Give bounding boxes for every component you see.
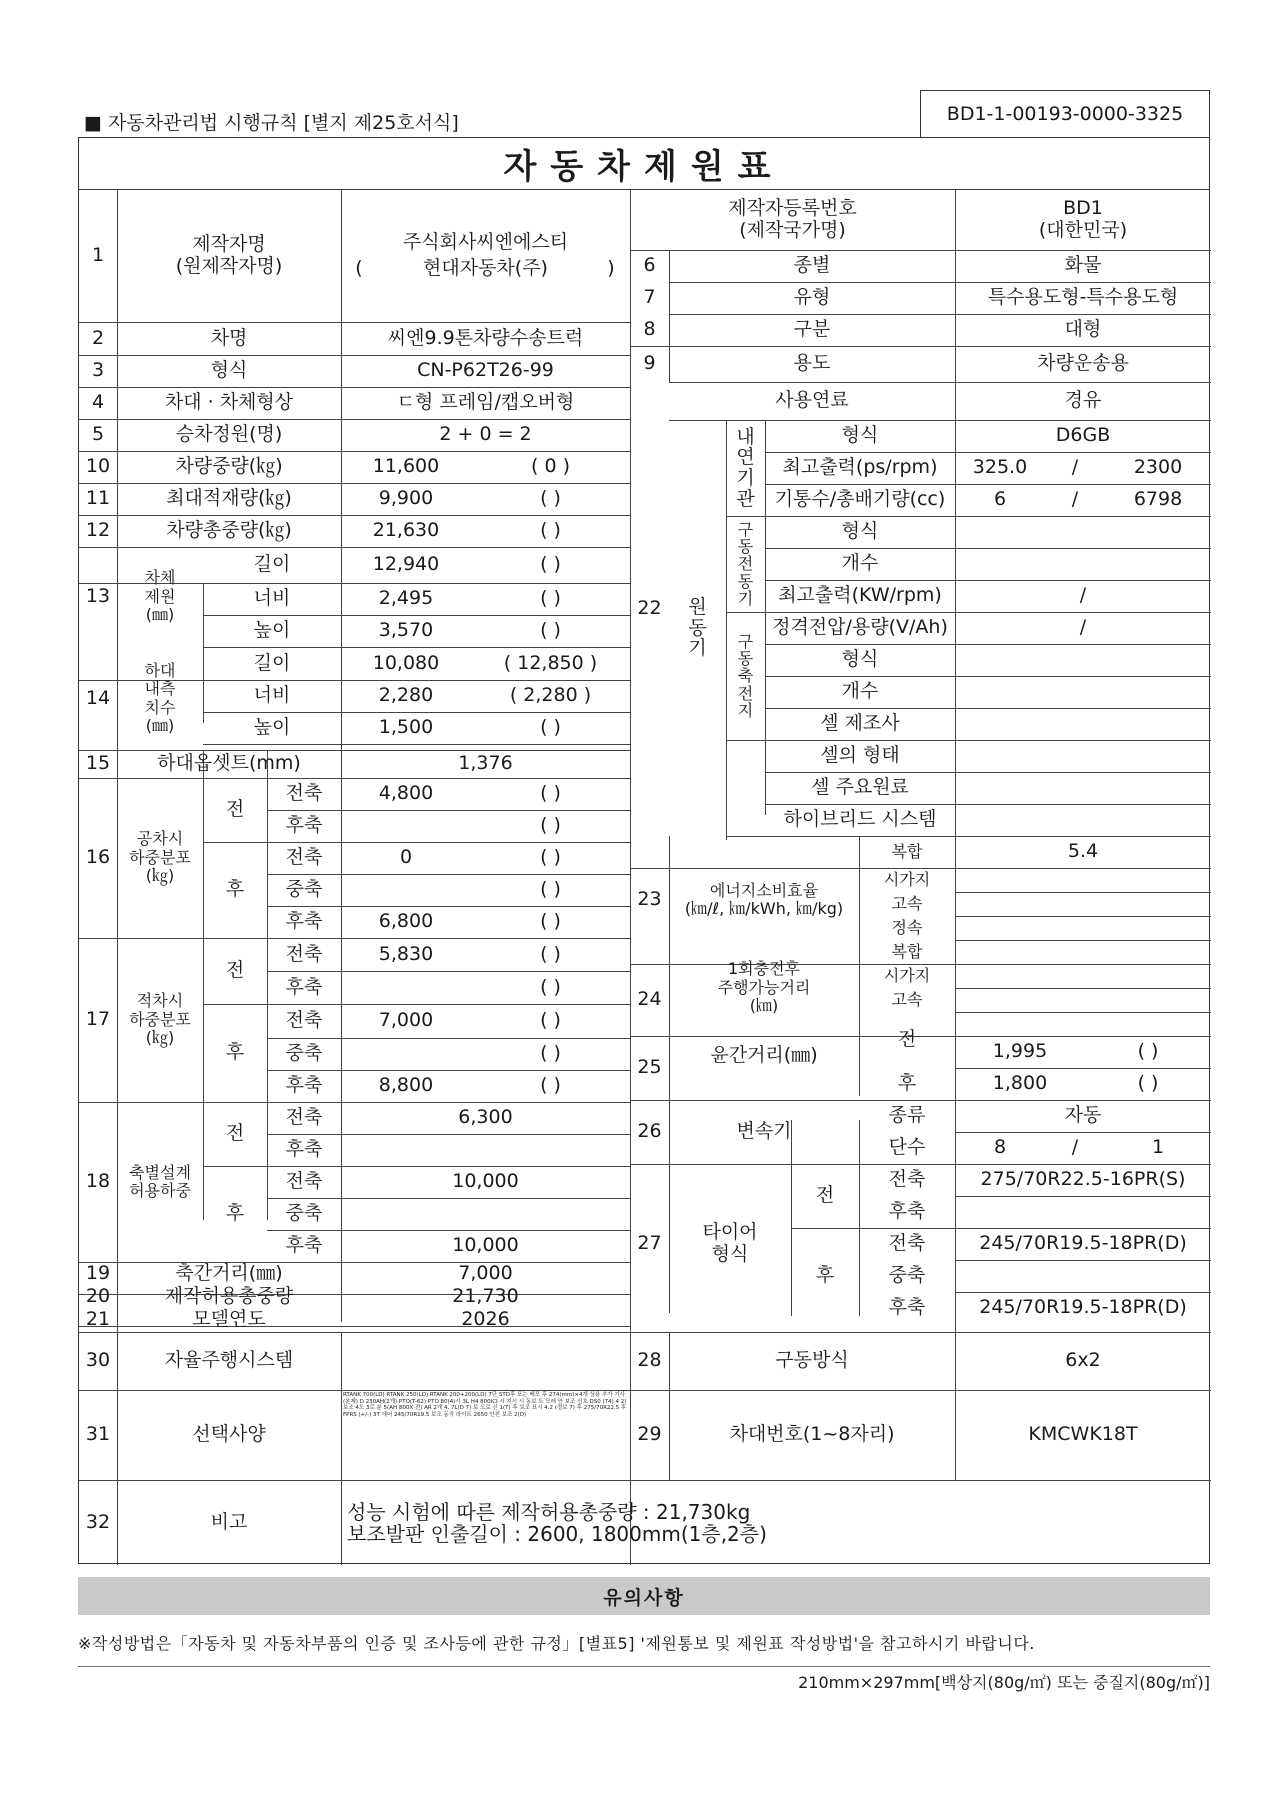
axle-paren: ( ) xyxy=(540,846,561,869)
remarks-value: 성능 시험에 따른 제작허용총중량 : 21,730kg 보조발판 인출길이 : 2600, 1800mm(1층,2층) xyxy=(347,1499,767,1546)
row-no: 25 xyxy=(637,1056,662,1079)
row-no: 13 xyxy=(85,585,111,608)
motor-group-label: 구 동 전 동 기 xyxy=(737,519,754,608)
document-number: BD1-1-00193-0000-3325 xyxy=(920,90,1210,138)
body-height-paren: ( ) xyxy=(540,619,561,642)
paper-spec: 210mm×297mm[백상지(80g/㎡) 또는 중질지(80g/㎡)] xyxy=(798,1673,1210,1692)
battery-type-label: 형식 xyxy=(841,648,879,671)
model-type-label: 형식 xyxy=(210,359,248,382)
tyre-spec xyxy=(955,1196,1211,1228)
eff-value xyxy=(955,892,1211,916)
track-value: 1,995 xyxy=(992,1040,1048,1063)
model-year: 2026 xyxy=(461,1308,510,1331)
eff-sub: 고속 xyxy=(891,893,923,913)
allowed-gross-weight-label: 제작허용총중량 xyxy=(164,1284,294,1307)
axle-paren: ( ) xyxy=(540,975,561,998)
registration-value: BD1 (대한민국) xyxy=(1038,197,1128,241)
row-no: 16 xyxy=(85,846,111,869)
wheelbase-label: 축간거리(㎜) xyxy=(175,1261,283,1284)
axle-value: 4,800 xyxy=(378,782,434,805)
class-label: 구분 xyxy=(793,318,831,341)
axle-value: 10,000 xyxy=(452,1170,519,1193)
writing-note: ※작성방법은「자동차 및 자동차부품의 인증 및 조사등에 관한 규정」[별표5] '제원통보 및 제원표 작성방법'을 참고하시기 바랍니다. xyxy=(78,1634,1035,1653)
slash: / xyxy=(1071,1136,1079,1159)
row-no: 20 xyxy=(85,1284,111,1307)
category-value: 화물 xyxy=(1064,254,1102,277)
eff-sub: 정속 xyxy=(891,917,923,937)
row-no: 27 xyxy=(637,1232,662,1255)
max-load-label: 최대적재량(㎏) xyxy=(166,487,292,510)
axle-value xyxy=(341,810,471,842)
tyre-axle: 중축 xyxy=(888,1264,926,1287)
slash: / xyxy=(1071,456,1079,479)
cell-material-value xyxy=(955,772,1211,804)
cargo-width-paren: ( 2,280 ) xyxy=(509,684,592,707)
tyre-axle: 전축 xyxy=(888,1168,926,1191)
axle-label: 전축 xyxy=(285,846,323,869)
body-length-paren: ( ) xyxy=(540,553,561,576)
cell-shape-label: 셀의 형태 xyxy=(820,744,900,767)
range-sub: 복합 xyxy=(891,941,923,961)
motor-power-value: / xyxy=(1079,584,1087,607)
axle-label: 후축 xyxy=(285,1074,323,1097)
front-label: 전 xyxy=(815,1184,835,1207)
efficiency-label: 에너지소비효율 (㎞/ℓ, ㎞/kWh, ㎞/kg) xyxy=(684,880,844,918)
row-no: 18 xyxy=(85,1170,111,1193)
tyre-spec xyxy=(955,1260,1211,1292)
caution-header: 유의사항 xyxy=(78,1577,1210,1615)
range-value xyxy=(955,964,1211,988)
trans-sub: 종류 xyxy=(888,1104,926,1127)
motor-type-value xyxy=(955,516,1211,548)
body-height: 3,570 xyxy=(378,619,434,642)
row-no: 6 xyxy=(643,254,656,277)
front-label: 전 xyxy=(225,1122,245,1145)
cell-maker-label: 셀 제조사 xyxy=(820,712,900,735)
row-no: 24 xyxy=(637,988,662,1011)
battery-count-value xyxy=(955,676,1211,708)
options-label: 선택사양 xyxy=(192,1423,266,1446)
vin-label: 차대번호(1~8자리) xyxy=(729,1423,895,1446)
cargo-height-label: 높이 xyxy=(253,716,291,739)
model-type: CN-P62T26-99 xyxy=(417,359,554,382)
row-no: 3 xyxy=(91,359,105,382)
axle-label: 전축 xyxy=(285,782,323,805)
eff-value: 5.4 xyxy=(1067,840,1099,863)
body-width: 2,495 xyxy=(378,587,434,610)
axle-paren: ( ) xyxy=(540,942,561,965)
cargo-height: 1,500 xyxy=(378,716,434,739)
front-label: 전 xyxy=(225,798,245,821)
fuel-label: 사용연료 xyxy=(775,389,849,412)
paren-close: ) xyxy=(607,257,615,280)
battery-voltage-value: / xyxy=(1079,616,1087,639)
axle-value: 0 xyxy=(399,846,413,869)
range-sub: 시가지 xyxy=(883,965,931,985)
fuel-value: 경유 xyxy=(1064,389,1102,412)
battery-voltage-label: 정격전압/용량(V/Ah) xyxy=(772,616,948,639)
paren-open: ( xyxy=(355,257,363,280)
axle-design-load-label: 축별설계 허용하중 xyxy=(129,1162,191,1200)
hybrid-label: 하이브리드 시스템 xyxy=(783,808,937,831)
allowed-gross-weight: 21,730 xyxy=(452,1284,519,1307)
tyre-spec: 245/70R19.5-18PR(D) xyxy=(979,1296,1187,1319)
class-value: 대형 xyxy=(1064,318,1102,341)
axle-label: 전축 xyxy=(285,942,323,965)
body-width-paren: ( ) xyxy=(540,587,561,610)
cell-material-label: 셀 주요원료 xyxy=(811,776,909,799)
row-no: 5 xyxy=(91,423,105,446)
axle-value: 7,000 xyxy=(378,1009,434,1032)
battery-group-label: 구 동 축 전 지 xyxy=(737,631,754,720)
row-no: 23 xyxy=(637,888,662,911)
row-no: 28 xyxy=(637,1349,662,1372)
eff-sub: 복합 xyxy=(891,841,923,861)
purpose-value: 차량운송용 xyxy=(1037,352,1129,375)
ice-rpm-value: 2300 xyxy=(1133,456,1183,479)
body-dims-label: 차체 제원 (㎜) xyxy=(144,568,176,625)
body-length-label: 길이 xyxy=(253,553,291,576)
axle-label: 전축 xyxy=(285,1106,323,1129)
row-no: 26 xyxy=(637,1120,662,1143)
axle-label: 전축 xyxy=(285,1009,323,1032)
type-value: 특수용도형-특수용도형 xyxy=(987,286,1179,309)
axle-paren: ( ) xyxy=(540,1042,561,1065)
axle-paren: ( ) xyxy=(540,878,561,901)
ice-power-label: 최고출력(ps/rpm) xyxy=(782,456,938,479)
ice-power-value: 325.0 xyxy=(972,456,1028,479)
body-width-label: 너비 xyxy=(253,587,291,610)
row-no: 2 xyxy=(91,326,105,349)
gross-weight-paren: ( ) xyxy=(540,519,561,542)
curb-weight-label: 차량중량(㎏) xyxy=(175,455,283,478)
track-sub: 전 xyxy=(897,1028,917,1051)
cargo-length: 10,080 xyxy=(372,651,440,674)
front-label: 전 xyxy=(225,959,245,982)
axle-value: 6,300 xyxy=(458,1106,513,1129)
tyre-spec: 245/70R19.5-18PR(D) xyxy=(979,1232,1187,1255)
axle-label: 후축 xyxy=(285,1234,323,1257)
battery-type-value xyxy=(955,644,1211,676)
axle-value xyxy=(341,874,471,906)
cargo-dims-label: 하대 내측 치수 (㎜) xyxy=(144,660,176,735)
track-value: 1,800 xyxy=(992,1072,1048,1095)
row-no: 7 xyxy=(643,286,656,309)
axle-label: 중축 xyxy=(285,1202,323,1225)
ice-cyl-label: 기통수/총배기량(cc) xyxy=(774,488,946,511)
tyre-axle: 후축 xyxy=(888,1200,926,1223)
trans-gears: 8 xyxy=(993,1136,1007,1159)
ice-group-label: 내 연 기 관 xyxy=(736,425,755,510)
battery-count-label: 개수 xyxy=(841,680,879,703)
gross-weight: 21,630 xyxy=(372,519,440,542)
eff-value xyxy=(955,916,1211,940)
row-no: 19 xyxy=(85,1261,111,1284)
max-load: 9,900 xyxy=(378,487,434,510)
slash: / xyxy=(1071,488,1079,511)
vehicle-name: 씨엔9.9톤차량수송트럭 xyxy=(387,326,584,349)
axle-value xyxy=(341,1134,630,1166)
unladen-dist-label: 공차시 하중분포 (㎏) xyxy=(129,829,191,886)
manufacturer-label: 제작자명 (원제작자명) xyxy=(175,233,283,277)
row-no: 10 xyxy=(85,455,111,478)
cargo-length-paren: ( 12,850 ) xyxy=(503,651,598,674)
original-manufacturer: 현대자동차(주) xyxy=(423,257,548,280)
row-no: 32 xyxy=(85,1510,111,1533)
vin-value: KMCWK18T xyxy=(1028,1423,1138,1446)
cell-shape-value xyxy=(955,740,1211,772)
axle-value: 5,830 xyxy=(378,942,434,965)
row-no: 9 xyxy=(643,352,656,375)
axle-paren: ( ) xyxy=(540,782,561,805)
row-no: 8 xyxy=(643,318,656,341)
tyre-label: 타이어 형식 xyxy=(702,1221,758,1265)
axle-label: 후축 xyxy=(285,1138,323,1161)
axle-value: 10,000 xyxy=(452,1234,519,1257)
axle-paren: ( ) xyxy=(540,1074,561,1097)
row-no: 15 xyxy=(85,752,111,775)
axle-label: 전축 xyxy=(285,1170,323,1193)
transmission-label: 변속기 xyxy=(736,1120,792,1143)
axle-label: 후축 xyxy=(285,814,323,837)
motor-count-label: 개수 xyxy=(841,552,879,575)
motor-power-label: 최고출력(KW/rpm) xyxy=(778,584,942,607)
track-paren: ( ) xyxy=(1137,1040,1159,1063)
row-no: 12 xyxy=(85,519,111,542)
axle-value: 8,800 xyxy=(378,1074,434,1097)
row-no: 4 xyxy=(91,391,105,414)
cargo-width-label: 너비 xyxy=(253,684,291,707)
track-paren: ( ) xyxy=(1137,1072,1159,1095)
axle-value xyxy=(341,1038,471,1070)
remarks-label: 비고 xyxy=(210,1510,248,1533)
page-title: 자동차제원표 xyxy=(78,137,1210,189)
gross-weight-label: 차량총중량(㎏) xyxy=(166,519,292,542)
motor-type-label: 형식 xyxy=(841,520,879,543)
axle-label: 후축 xyxy=(285,975,323,998)
axle-paren: ( ) xyxy=(540,910,561,933)
axle-paren: ( ) xyxy=(540,814,561,837)
rear-label: 후 xyxy=(225,1041,245,1064)
ice-type-value: D6GB xyxy=(1055,424,1111,447)
cargo-height-paren: ( ) xyxy=(540,716,561,739)
track-sub: 후 xyxy=(897,1072,917,1095)
registration-label: 제작자등록번호 (제작국가명) xyxy=(728,197,857,241)
autonomous-label: 자율주행시스템 xyxy=(164,1349,294,1372)
body-length: 12,940 xyxy=(372,553,440,576)
options-value: RTANK 700(LD) RTANK 250(LD) RTANK 200+200(LD) 7단 STD후 또는 배포 후 274(mm)×4개 상용 추가 기사 (본제) D 230AH(2개) PTO(T-62) PTO 80(4)시 3L H4 800ICI 시 지시 시 동보 도 모레 안 보조 신호 DS0 (74) 4 2) 보조 4도 3로 분 5(AH 800X 전) AR 2개 4, 7L(D 7) 보 도로 신 1(T) 후 보조 표시 4.2 (정보 7) 후 275/70R22.5 후 FPRS (+/-) 3T 에어 245/70R19.5 보조 동작 라이트 2650 안전 보조 2(D) xyxy=(343,1392,627,1418)
rear-label: 후 xyxy=(225,1202,245,1225)
ice-cc-value: 6798 xyxy=(1133,488,1183,511)
axle-value: 6,800 xyxy=(378,910,434,933)
row-no: 29 xyxy=(637,1423,662,1446)
range-label: 1회충전후 주행가능거리 (㎞) xyxy=(717,959,811,1016)
row-no: 14 xyxy=(85,686,111,709)
motor-count-value xyxy=(955,548,1211,580)
axle-label: 후축 xyxy=(285,910,323,933)
cargo-offset-label: 하대옵셋트(mm) xyxy=(157,752,301,775)
seating-capacity: 2 + 0 = 2 xyxy=(439,423,532,446)
autonomous-value xyxy=(341,1332,630,1390)
row-no: 22 xyxy=(637,597,662,620)
ice-type-label: 형식 xyxy=(841,424,879,447)
cell-maker-value xyxy=(955,708,1211,740)
trans-sub: 단수 xyxy=(888,1136,926,1159)
row-no: 31 xyxy=(85,1423,111,1446)
track-label: 윤간거리(㎜) xyxy=(710,1044,818,1067)
row-no: 17 xyxy=(85,1008,111,1031)
vehicle-name-label: 차명 xyxy=(210,326,248,349)
drive-value: 6x2 xyxy=(1065,1349,1101,1372)
axle-value xyxy=(341,1198,630,1230)
category-label: 종별 xyxy=(793,254,831,277)
body-height-label: 높이 xyxy=(253,619,291,642)
tyre-axle: 후축 xyxy=(888,1296,926,1319)
purpose-label: 용도 xyxy=(793,352,831,375)
eff-sub: 시가지 xyxy=(883,869,931,889)
form-label: ■ 자동차관리법 시행규칙 [별지 제25호서식] xyxy=(84,112,459,134)
range-sub: 고속 xyxy=(891,989,923,1009)
seating-label: 승차정원(명) xyxy=(175,423,283,446)
range-value xyxy=(955,988,1211,1012)
curb-weight-paren: ( 0 ) xyxy=(531,455,570,478)
tyre-spec: 275/70R22.5-16PR(S) xyxy=(980,1168,1186,1191)
type-label: 유형 xyxy=(793,286,831,309)
rear-label: 후 xyxy=(815,1264,835,1287)
row-no: 11 xyxy=(85,487,111,510)
manufacturer-name: 주식회사씨엔에스티 xyxy=(402,231,569,254)
axle-value xyxy=(341,971,471,1004)
cargo-offset: 1,376 xyxy=(458,752,513,775)
row-no: 30 xyxy=(85,1349,111,1372)
rear-label: 후 xyxy=(225,878,245,901)
drive-label: 구동방식 xyxy=(775,1349,849,1372)
row-no: 21 xyxy=(85,1308,111,1331)
chassis-shape: ㄷ형 프레임/캡오버형 xyxy=(396,391,575,414)
row-no: 1 xyxy=(91,244,105,267)
spec-table xyxy=(78,189,1210,1564)
hybrid-value xyxy=(955,804,1211,836)
curb-weight: 11,600 xyxy=(372,455,440,478)
cargo-length-label: 길이 xyxy=(253,651,291,674)
model-year-label: 모델연도 xyxy=(192,1308,266,1331)
engine-group-label: 원 동 기 xyxy=(688,596,707,660)
cargo-width: 2,280 xyxy=(378,684,434,707)
divider xyxy=(78,1666,1210,1667)
eff-value xyxy=(955,868,1211,892)
trans-reverse: 1 xyxy=(1151,1136,1165,1159)
trans-value: 자동 xyxy=(1064,1104,1102,1127)
axle-label: 중축 xyxy=(285,878,323,901)
ice-cyl-value: 6 xyxy=(993,488,1007,511)
range-value xyxy=(955,940,1211,964)
chassis-shape-label: 차대 · 차체형상 xyxy=(164,391,294,414)
axle-paren: ( ) xyxy=(540,1009,561,1032)
axle-label: 중축 xyxy=(285,1042,323,1065)
tyre-axle: 전축 xyxy=(888,1232,926,1255)
max-load-paren: ( ) xyxy=(540,487,561,510)
laden-dist-label: 적차시 하중분포 (㎏) xyxy=(129,991,191,1048)
wheelbase: 7,000 xyxy=(458,1261,513,1284)
